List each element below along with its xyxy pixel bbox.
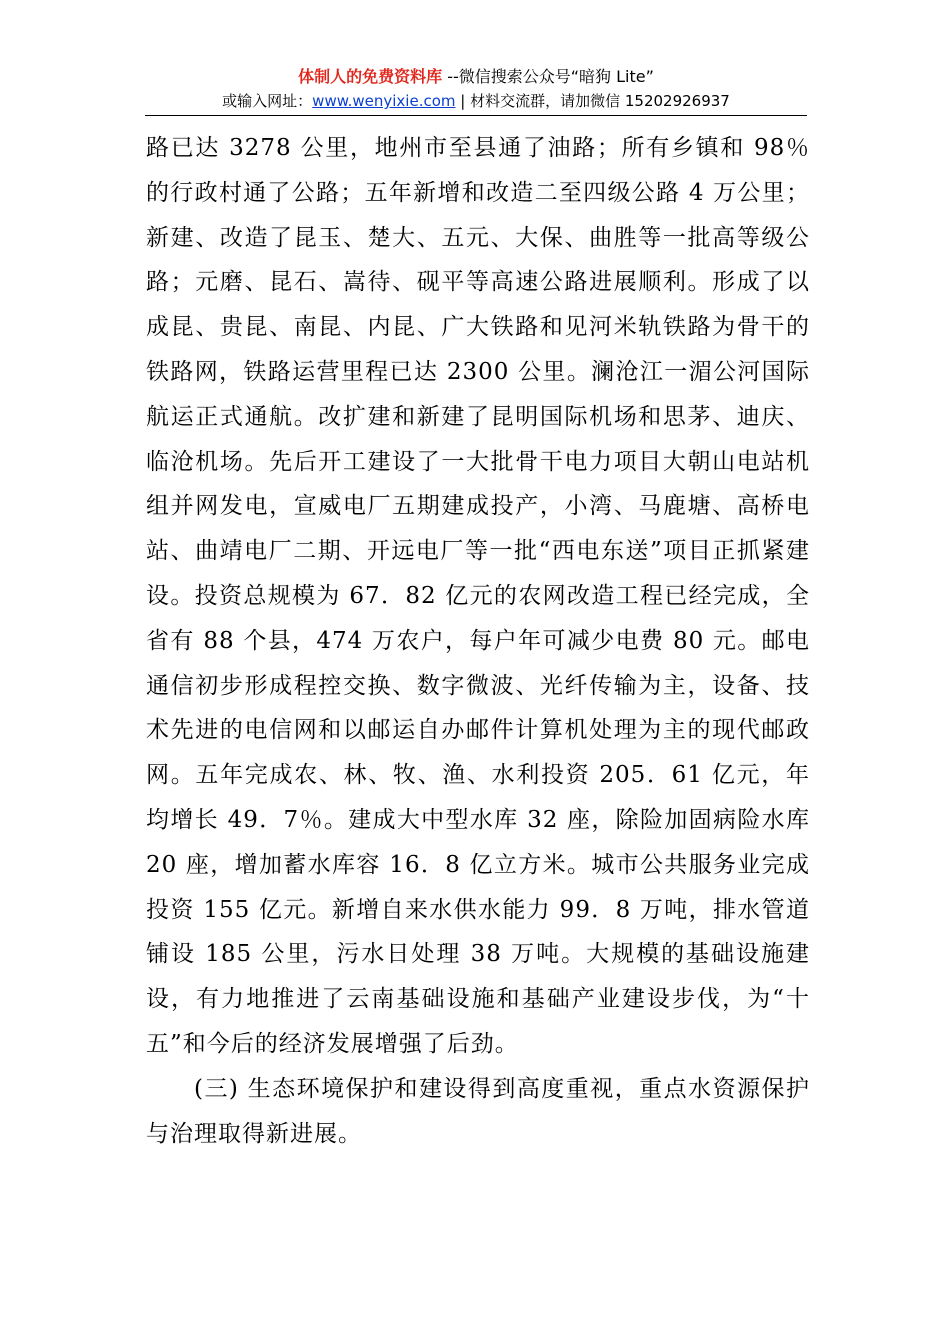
header-contact: | 材料交流群，请加微信 15202926937 [455, 92, 730, 110]
document-header [146, 66, 806, 112]
header-title-line [146, 66, 806, 88]
header-contact-line [146, 90, 806, 112]
body-paragraph: 路已达 3278 公里，地州市至县通了油路；所有乡镇和 98％的行政村通了公路；五年新增和改造二至四级公路 4 万公里；新建、改造了昆玉、楚大、五元、大保、曲胜等一批高等级公路；元磨、昆石、嵩待、砚平等高速公路进展顺利。形成了以成昆、贵昆、南昆、内昆、广大铁路和见河米轨铁路为骨干的铁路网，铁路运营里程已达 2300 公里。澜沧江一湄公河国际航运正式通航。改扩建和新建了昆明国际机场和思茅、迪庆、临沧机场。先后开工建设了一大批骨干电力项目大朝山电站机组并网发电，宣威电厂五期建成投产，小湾、马鹿塘、高桥电站、曲靖电厂二期、开远电厂等一批“西电东送”项目正抓紧建设。投资总规模为 67．82 亿元的农网改造工程已经完成，全省有 88 个县，474 万农户，每户年可减少电费 80 元。邮电通信初步形成程控交换、数字微波、光纤传输为主，设备、技术先进的电信网和以邮运自办邮件计算机处理为主的现代邮政网。五年完成农、林、牧、渔、水利投资 205．61 亿元，年均增长 49．7％。建成大中型水库 32 座，除险加固病险水库 20 座，增加蓄水库容 16．8 亿立方米。城市公共服务业完成投资 155 亿元。新增自来水供水能力 99．8 万吨，排水管道铺设 185 公里，污水日处理 38 万吨。大规模的基础设施建设，有力地推进了云南基础设施和基础产业建设步伐，为“十五”和今后的经济发展增强了后劲。 [146, 135, 810, 1057]
header-tagline: --微信搜索公众号“暗狗 Lite” [442, 67, 654, 86]
header-url-link[interactable]: www.wenyixie.com [312, 92, 456, 110]
header-url-prefix: 或输入网址： [222, 92, 313, 110]
header-divider [145, 115, 807, 116]
document-body [146, 126, 810, 1156]
header-brand: 体制人的免费资料库 [298, 67, 443, 86]
section-heading-paragraph: (三) 生态环境保护和建设得到高度重视，重点水资源保护与治理取得新进展。 [146, 1075, 810, 1147]
